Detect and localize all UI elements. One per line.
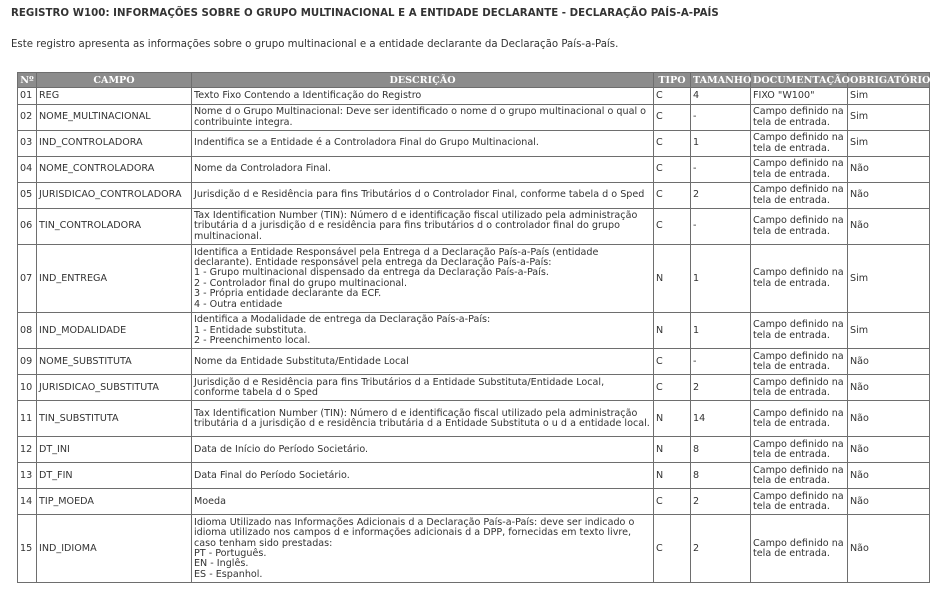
cell-documentacao: Campo definido na tela de entrada. [751, 515, 848, 583]
cell-documentacao: Campo definido na tela de entrada. [751, 105, 848, 131]
cell-documentacao: Campo definido na tela de entrada. [751, 131, 848, 157]
cell-documentacao: Campo definido na tela de entrada. [751, 489, 848, 515]
cell-tipo: C [654, 209, 691, 245]
cell-tipo: C [654, 489, 691, 515]
table-row [18, 209, 930, 245]
cell-descricao: Nome da Entidade Substituta/Entidade Local [192, 349, 654, 375]
cell-no: 05 [18, 183, 37, 209]
cell-campo: DT_FIN [37, 463, 192, 489]
cell-no: 14 [18, 489, 37, 515]
cell-documentacao: Campo definido na tela de entrada. [751, 437, 848, 463]
cell-tamanho: 2 [691, 375, 751, 401]
cell-documentacao: Campo definido na tela de entrada. [751, 157, 848, 183]
cell-tamanho: 2 [691, 515, 751, 583]
cell-campo: TIN_SUBSTITUTA [37, 401, 192, 437]
cell-descricao: Tax Identification Number (TIN): Número d e identificação fiscal utilizado pela administração tributária d a jurisdição d e residência tributária d a Entidade Substituta o u d a entidade local. [192, 401, 654, 437]
table-row [18, 131, 930, 157]
cell-descricao: Nome da Controladora Final. [192, 157, 654, 183]
cell-documentacao: Campo definido na tela de entrada. [751, 245, 848, 313]
table-row [18, 183, 930, 209]
cell-documentacao: Campo definido na tela de entrada. [751, 209, 848, 245]
cell-descricao: Nome d o Grupo Multinacional: Deve ser identificado o nome d o grupo multinacional o qual o contribuinte integra. [192, 105, 654, 131]
table-row [18, 463, 930, 489]
cell-no: 09 [18, 349, 37, 375]
column-header-documentacao: DOCUMENTAÇÃO [751, 73, 848, 88]
cell-campo: NOME_MULTINACIONAL [37, 105, 192, 131]
cell-tipo: C [654, 88, 691, 105]
fields-table [17, 72, 930, 583]
table-row [18, 157, 930, 183]
cell-documentacao: Campo definido na tela de entrada. [751, 401, 848, 437]
cell-tipo: C [654, 375, 691, 401]
cell-campo: DT_INI [37, 437, 192, 463]
cell-campo: IND_CONTROLADORA [37, 131, 192, 157]
column-header-tamanho: TAMANHO [691, 73, 751, 88]
cell-descricao: Indentifica se a Entidade é a Controladora Final do Grupo Multinacional. [192, 131, 654, 157]
cell-no: 01 [18, 88, 37, 105]
cell-campo: IND_MODALIDADE [37, 313, 192, 349]
cell-tamanho: - [691, 157, 751, 183]
cell-descricao: Data de Início do Período Societário. [192, 437, 654, 463]
column-header-campo: CAMPO [37, 73, 192, 88]
cell-obrigatorio: Não [848, 157, 930, 183]
cell-tipo: C [654, 131, 691, 157]
table-row [18, 88, 930, 105]
cell-documentacao: Campo definido na tela de entrada. [751, 375, 848, 401]
cell-tipo: C [654, 105, 691, 131]
cell-descricao: Moeda [192, 489, 654, 515]
cell-campo: JURISDICAO_SUBSTITUTA [37, 375, 192, 401]
cell-tamanho: 4 [691, 88, 751, 105]
cell-tipo: N [654, 313, 691, 349]
cell-documentacao: Campo definido na tela de entrada. [751, 183, 848, 209]
cell-no: 11 [18, 401, 37, 437]
cell-campo: REG [37, 88, 192, 105]
cell-descricao: Jurisdição d e Residência para fins Tributários d o Controlador Final, conforme tabela d o Sped [192, 183, 654, 209]
table-row [18, 245, 930, 313]
cell-descricao: Identifica a Entidade Responsável pela Entrega d a Declaração País-a-País (entidade declarante). Entidade responsável pela entrega da Declaração País-a-País: 1 - Grupo multinacional dispensado da entrega da Declaração País-a-País. 2 - Controlador final do grupo multinacional. 3 - Própria entidade declarante da ECF. 4 - Outra entidade [192, 245, 654, 313]
table-row [18, 515, 930, 583]
cell-obrigatorio: Não [848, 489, 930, 515]
cell-obrigatorio: Sim [848, 105, 930, 131]
cell-tamanho: - [691, 105, 751, 131]
table-row [18, 375, 930, 401]
cell-campo: NOME_CONTROLADORA [37, 157, 192, 183]
column-header-no: Nº [18, 73, 37, 88]
cell-campo: TIN_CONTROLADORA [37, 209, 192, 245]
cell-tamanho: 14 [691, 401, 751, 437]
cell-obrigatorio: Sim [848, 313, 930, 349]
cell-tamanho: 8 [691, 463, 751, 489]
cell-documentacao: Campo definido na tela de entrada. [751, 463, 848, 489]
table-row [18, 437, 930, 463]
cell-tipo: N [654, 437, 691, 463]
cell-tamanho: 1 [691, 245, 751, 313]
cell-obrigatorio: Não [848, 209, 930, 245]
cell-tipo: N [654, 245, 691, 313]
cell-no: 08 [18, 313, 37, 349]
page-intro: Este registro apresenta as informações sobre o grupo multinacional e a entidade declarante da Declaração País-a-País. [11, 39, 619, 50]
cell-descricao: Tax Identification Number (TIN): Número d e identificação fiscal utilizado pela administração tributária d a jurisdição d e residência para fins tributários d o controlador final do grupo multinacional. [192, 209, 654, 245]
cell-tamanho: 1 [691, 131, 751, 157]
column-header-obrigatorio: OBRIGATÓRIO [848, 73, 930, 88]
cell-obrigatorio: Não [848, 183, 930, 209]
cell-obrigatorio: Sim [848, 88, 930, 105]
cell-obrigatorio: Sim [848, 131, 930, 157]
cell-no: 06 [18, 209, 37, 245]
cell-descricao: Texto Fixo Contendo a Identificação do Registro [192, 88, 654, 105]
cell-tamanho: - [691, 209, 751, 245]
page-title: REGISTRO W100: INFORMAÇÕES SOBRE O GRUPO MULTINACIONAL E A ENTIDADE DECLARANTE - DECLARAÇÃO PAÍS-A-PAÍS [11, 8, 719, 19]
cell-descricao: Data Final do Período Societário. [192, 463, 654, 489]
cell-no: 04 [18, 157, 37, 183]
cell-obrigatorio: Não [848, 349, 930, 375]
cell-obrigatorio: Não [848, 375, 930, 401]
cell-tipo: N [654, 401, 691, 437]
cell-tipo: C [654, 183, 691, 209]
cell-no: 03 [18, 131, 37, 157]
cell-no: 13 [18, 463, 37, 489]
cell-campo: JURISDICAO_CONTROLADORA [37, 183, 192, 209]
table-row [18, 349, 930, 375]
cell-descricao: Jurisdição d e Residência para fins Tributários d a Entidade Substituta/Entidade Local, conforme tabela d o Sped [192, 375, 654, 401]
cell-no: 02 [18, 105, 37, 131]
cell-obrigatorio: Não [848, 515, 930, 583]
cell-tipo: C [654, 349, 691, 375]
cell-tamanho: 8 [691, 437, 751, 463]
cell-obrigatorio: Não [848, 463, 930, 489]
column-header-tipo: TIPO [654, 73, 691, 88]
column-header-descricao: DESCRIÇÃO [192, 73, 654, 88]
cell-no: 12 [18, 437, 37, 463]
cell-campo: IND_ENTREGA [37, 245, 192, 313]
table-row [18, 313, 930, 349]
cell-documentacao: Campo definido na tela de entrada. [751, 349, 848, 375]
cell-tipo: C [654, 515, 691, 583]
cell-tamanho: 1 [691, 313, 751, 349]
cell-obrigatorio: Não [848, 401, 930, 437]
table-row [18, 489, 930, 515]
cell-obrigatorio: Sim [848, 245, 930, 313]
cell-tamanho: - [691, 349, 751, 375]
cell-campo: IND_IDIOMA [37, 515, 192, 583]
table-row [18, 401, 930, 437]
cell-documentacao: Campo definido na tela de entrada. [751, 313, 848, 349]
cell-tipo: N [654, 463, 691, 489]
cell-descricao: Idioma Utilizado nas Informações Adicionais d a Declaração País-a-País: deve ser indicado o idioma utilizado nos campos d e informações adicionais d a DPP, fornecidas em texto livre, caso tenham sido prestadas: PT - Português. EN - Inglês. ES - Espanhol. [192, 515, 654, 583]
table-row [18, 105, 930, 131]
cell-tipo: C [654, 157, 691, 183]
cell-campo: TIP_MOEDA [37, 489, 192, 515]
cell-no: 07 [18, 245, 37, 313]
cell-no: 15 [18, 515, 37, 583]
table-header-row [18, 73, 930, 88]
cell-tamanho: 2 [691, 489, 751, 515]
cell-descricao: Identifica a Modalidade de entrega da Declaração País-a-País: 1 - Entidade substituta. 2 - Preenchimento local. [192, 313, 654, 349]
cell-documentacao: FIXO "W100" [751, 88, 848, 105]
cell-tamanho: 2 [691, 183, 751, 209]
cell-campo: NOME_SUBSTITUTA [37, 349, 192, 375]
cell-no: 10 [18, 375, 37, 401]
cell-obrigatorio: Não [848, 437, 930, 463]
